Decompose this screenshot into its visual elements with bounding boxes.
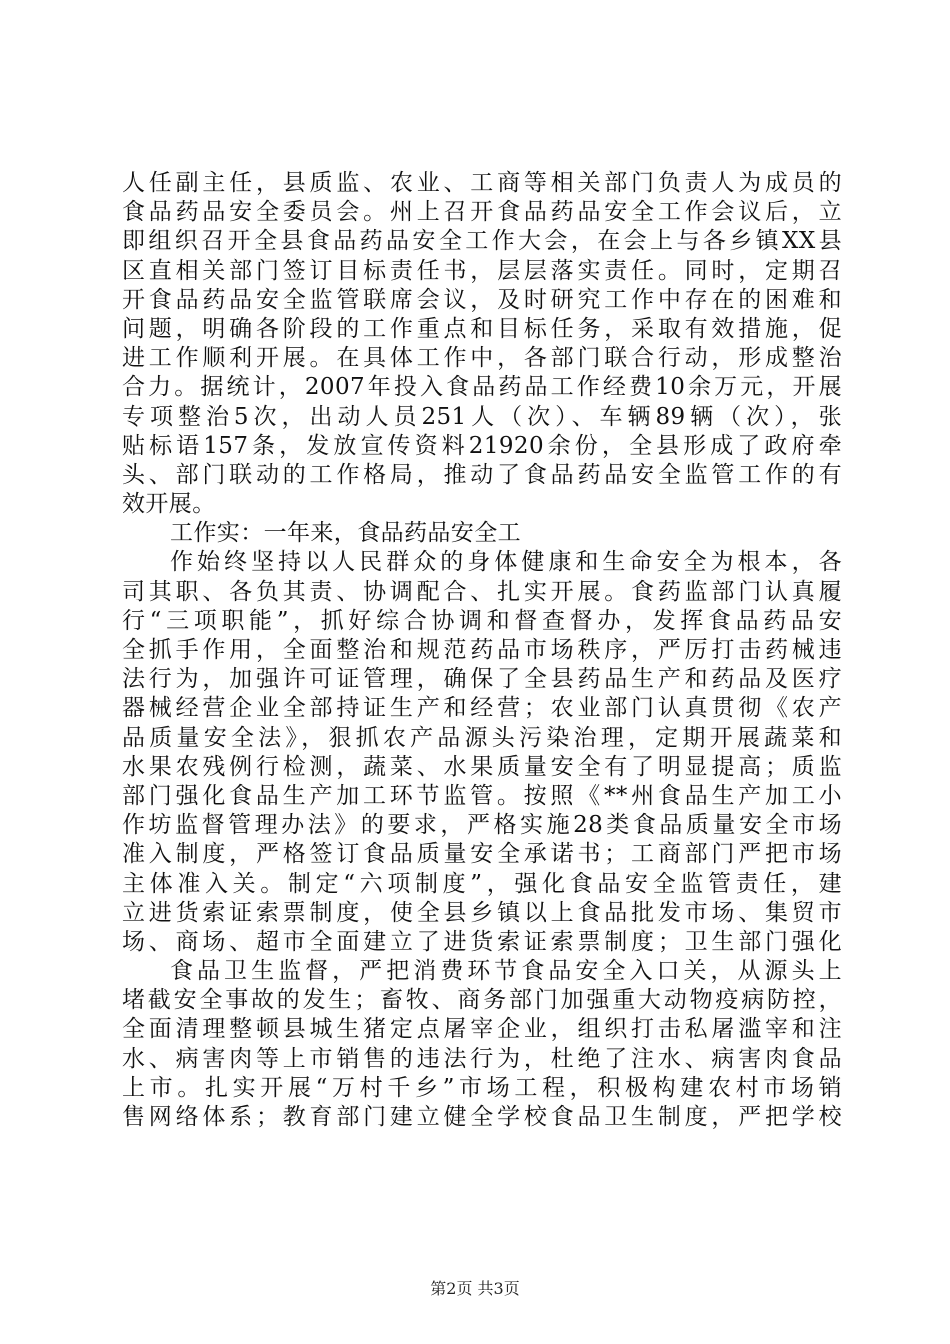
text-line: 区直相关部门签订目标责任书，层层落实责任。同时，定期召 — [122, 257, 842, 284]
text-line: 专项整治5次，出动人员251人（次）、车辆89辆（次），张 — [122, 403, 842, 430]
text-line: 行“三项职能”，抓好综合协调和督查督办，发挥食品药品安 — [122, 607, 842, 634]
text-line: 开食品药品安全监管联席会议，及时研究工作中存在的困难和 — [122, 286, 842, 313]
text-line: 全面清理整顿县城生猪定点屠宰企业，组织打击私屠滥宰和注 — [122, 1016, 842, 1043]
text-line: 主体准入关。制定“六项制度”，强化食品安全监管责任，建 — [122, 870, 842, 897]
page-footer: 第2页 共3页 — [430, 1279, 520, 1298]
text-line: 法行为，加强许可证管理，确保了全县药品生产和药品及医疗 — [122, 666, 842, 693]
text-line: 效开展。 — [122, 491, 216, 518]
text-line: 堵截安全事故的发生；畜牧、商务部门加强重大动物疫病防控， — [122, 987, 842, 1014]
document-body — [122, 169, 842, 1132]
text-line: 售网络体系；教育部门建立健全学校食品卫生制度，严把学校 — [122, 1104, 842, 1130]
text-line: 头、部门联动的工作格局，推动了食品药品安全监管工作的有 — [122, 461, 842, 488]
text-line: 即组织召开全县食品药品安全工作大会，在会上与各乡镇XX县 — [122, 228, 842, 255]
text-line: 合力。据统计，2007年投入食品药品工作经费10余万元，开展 — [122, 374, 842, 401]
text-line: 司其职、各负其责、协调配合、扎实开展。食药监部门认真履 — [122, 578, 842, 605]
text-line: 部门强化食品生产加工环节监管。按照《**州食品生产加工小 — [122, 782, 842, 809]
text-line: 作坊监督管理办法》的要求，严格实施28类食品质量安全市场 — [122, 812, 842, 839]
text-line: 人任副主任，县质监、农业、工商等相关部门负责人为成员的 — [122, 170, 842, 196]
text-line: 上市。扎实开展“万村千乡”市场工程，积极构建农村市场销 — [122, 1074, 842, 1101]
text-line: 品质量安全法》，狠抓农产品源头污染治理，定期开展蔬菜和 — [122, 724, 842, 751]
text-line: 水果农残例行检测，蔬菜、水果质量安全有了明显提高；质监 — [122, 753, 842, 780]
text-line: 贴标语157条，发放宣传资料21920余份，全县形成了政府牵 — [122, 432, 842, 459]
text-line: 场、商场、超市全面建立了进货索证索票制度；卫生部门强化 — [122, 928, 842, 955]
text-line: 立进货索证索票制度，使全县乡镇以上食品批发市场、集贸市 — [122, 899, 842, 926]
text-line: 进工作顺利开展。在具体工作中，各部门联合行动，形成整治 — [122, 345, 842, 372]
text-line: 问题，明确各阶段的工作重点和目标任务，采取有效措施，促 — [122, 315, 842, 342]
text-line: 器械经营企业全部持证生产和经营；农业部门认真贯彻《农产 — [122, 695, 842, 722]
text-line: 准入制度，严格签订食品质量安全承诺书；工商部门严把市场 — [122, 841, 842, 868]
text-line: 全抓手作用，全面整治和规范药品市场秩序，严厉打击药械违 — [122, 637, 842, 663]
text-line: 食品卫生监督，严把消费环节食品安全入口关，从源头上 — [170, 958, 842, 985]
text-line: 作始终坚持以人民群众的身体健康和生命安全为根本，各 — [170, 549, 842, 576]
text-line: 食品药品安全委员会。州上召开食品药品安全工作会议后，立 — [122, 199, 842, 226]
text-line: 水、病害肉等上市销售的违法行为，杜绝了注水、病害肉食品 — [122, 1045, 842, 1072]
text-line: 工作实：一年来，食品药品安全工 — [170, 520, 521, 547]
